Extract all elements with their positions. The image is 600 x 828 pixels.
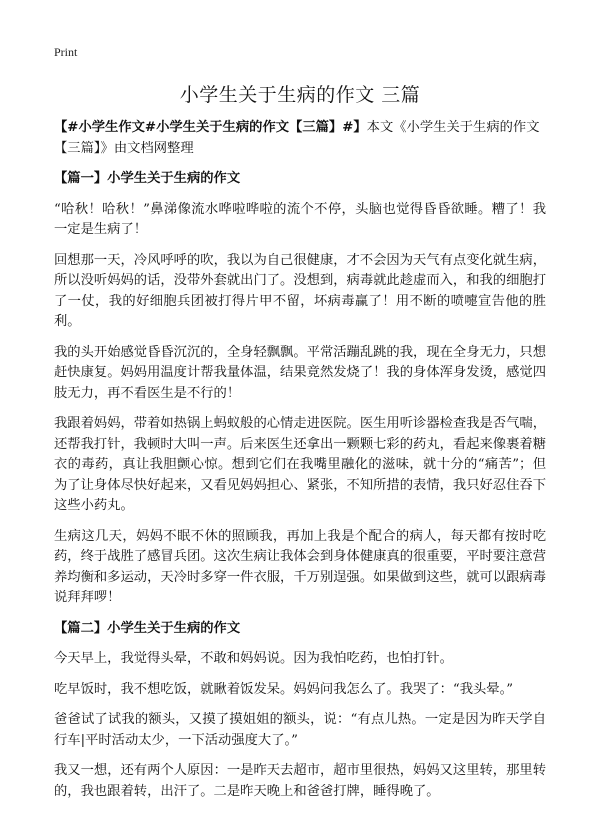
section-heading: 【篇二】小学生关于生病的作文 xyxy=(54,620,241,636)
paragraph: 回想那一天，冷风呼呼的吹，我以为自己很健康，才不会因为天气有点变化就生病，所以没听妈妈的话，没带外套就出门了。没想到，病毒就此趁虚而入，和我的细胞打了一仗，我的好细胞兵团被打得片甲不留，坏病毒赢了！用不断的喷嚏宣告他的胜利。 xyxy=(54,252,546,329)
section-two xyxy=(54,619,546,803)
section-one xyxy=(54,169,546,609)
paragraph: 今天早上，我觉得头晕，不敢和妈妈说。因为我怕吃药，也怕打针。 xyxy=(54,651,453,666)
document-body xyxy=(54,118,546,812)
paragraph: 我跟着妈妈，带着如热锅上蚂蚁般的心情走进医院。医生用听诊器检查我是否气喘，还帮我打针，我顿时大叫一声。后来医生还拿出一颗颗七彩的药丸，看起来像裹着糖衣的毒药，真让我胆颤心惊。想到它们在我嘴里融化的滋味，就十分的“痛苦”；但为了让身体尽快好起来，又看见妈妈担心、紧张，不知所措的表情，我只好忍住吞下这些小药丸。 xyxy=(54,416,546,513)
intro-source-note: 本文《小学生关于生病的作文【三篇】》由文档网整理 xyxy=(54,120,540,156)
document-title: 小学生关于生病的作文 三篇 xyxy=(179,84,421,106)
paragraph: 生病这几天，妈妈不眠不休的照顾我，再加上我是个配合的病人，每天都有按时吃药，终于战胜了感冒兵团。这次生病让我体会到身体健康真的很重要，平时要注意营养均衡和多运动，天冷时多穿一件衣服，千万别逞强。如果做到这些，就可以跟病毒说拜拜啰！ xyxy=(54,528,546,605)
print-label: Print xyxy=(54,45,78,59)
paragraph: 我的头开始感觉昏昏沉沉的，全身轻飘飘。平常活蹦乱跳的我，现在全身无力，只想赶快康复。妈妈用温度计帮我量体温，结果竟然发烧了！我的身体浑身发烫，感觉四肢无力，再不看医生是不行的！ xyxy=(54,344,546,401)
paragraph: 吃早饭时，我不想吃饭，就瞅着饭发呆。妈妈问我怎么了。我哭了：“我头晕。” xyxy=(54,681,514,697)
intro-tags: 【#小学生作文#小学生关于生病的作文【三篇】#】 xyxy=(54,120,367,135)
paragraph: “哈秋！哈秋！”鼻涕像流水哗啦哗啦的流个不停，头脑也觉得昏昏欲睡。糟了！我一定是生病了！ xyxy=(54,201,546,237)
intro-paragraph xyxy=(54,118,546,159)
paragraph: 我又一想，还有两个人原因：一是昨天去超市，超市里很热，妈妈又这里转，那里转的，我也跟着转，出汗了。二是昨天晚上和爸爸打牌，睡得晚了。 xyxy=(54,763,546,799)
section-heading: 【篇一】小学生关于生病的作文 xyxy=(54,171,241,186)
paragraph: 爸爸试了试我的额头，又摸了摸姐姐的额头，说：“有点儿热。一定是因为昨天学自行车|平时活动太少，一下活动强度大了。” xyxy=(54,712,546,748)
